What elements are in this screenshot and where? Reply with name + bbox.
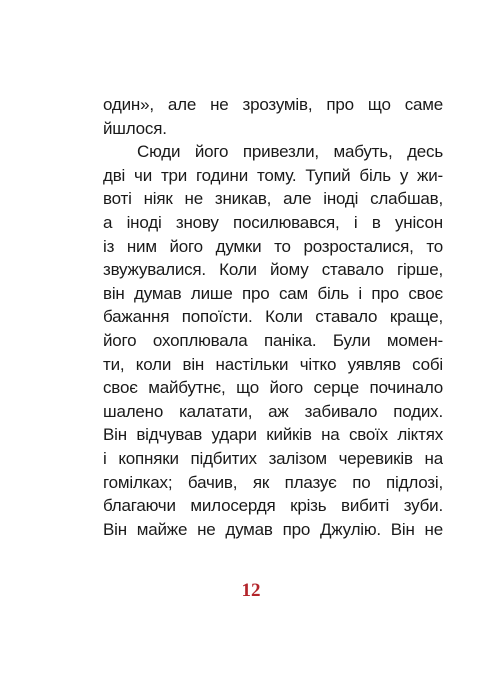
text-line-2: йшлося. [103, 118, 167, 138]
text-line-8: звужувалися. Коли йому ставало гірше, [103, 260, 443, 280]
text-line-12: ти, коли він настільки чітко уявляв собі [103, 354, 443, 374]
text-line-4: дві чи три години тому. Тупий біль у жи- [103, 165, 443, 185]
text-line-19: Він майже не думав про Джулію. Він не [103, 519, 443, 539]
text-line-15: Він відчував удари кийків на своїх ліктях [103, 425, 443, 445]
text-line-18: благаючи милосердя крізь вибиті зуби. [103, 496, 443, 516]
text-line-3: Сюди його привезли, мабуть, десь [137, 142, 443, 162]
text-line-11: його охоплювала паніка. Були момен- [103, 330, 443, 350]
text-line-10: бажання попоїсти. Коли ставало краще, [103, 307, 443, 327]
text-line-7: із ним його думки то розросталися, то [103, 236, 443, 256]
text-line-5: воті ніяк не зникав, але іноді слабшав, [103, 189, 443, 209]
body-text [103, 93, 443, 541]
text-line-6: а іноді знову посилювався, і в унісон [103, 212, 443, 232]
text-line-14: шалено калатати, аж забивало подих. [103, 401, 443, 421]
text-line-16: і копняки підбитих залізом черевиків на [103, 448, 443, 468]
text-line-1: один», але не зрозумів, про що саме [103, 95, 443, 114]
text-line-13: своє майбутнє, що його серце починало [103, 378, 443, 398]
text-line-17: гомілках; бачив, як плазує по підлозі, [103, 472, 443, 492]
page-number: 12 [241, 580, 261, 601]
text-line-9: він думав лише про сам біль і про своє [103, 283, 443, 303]
